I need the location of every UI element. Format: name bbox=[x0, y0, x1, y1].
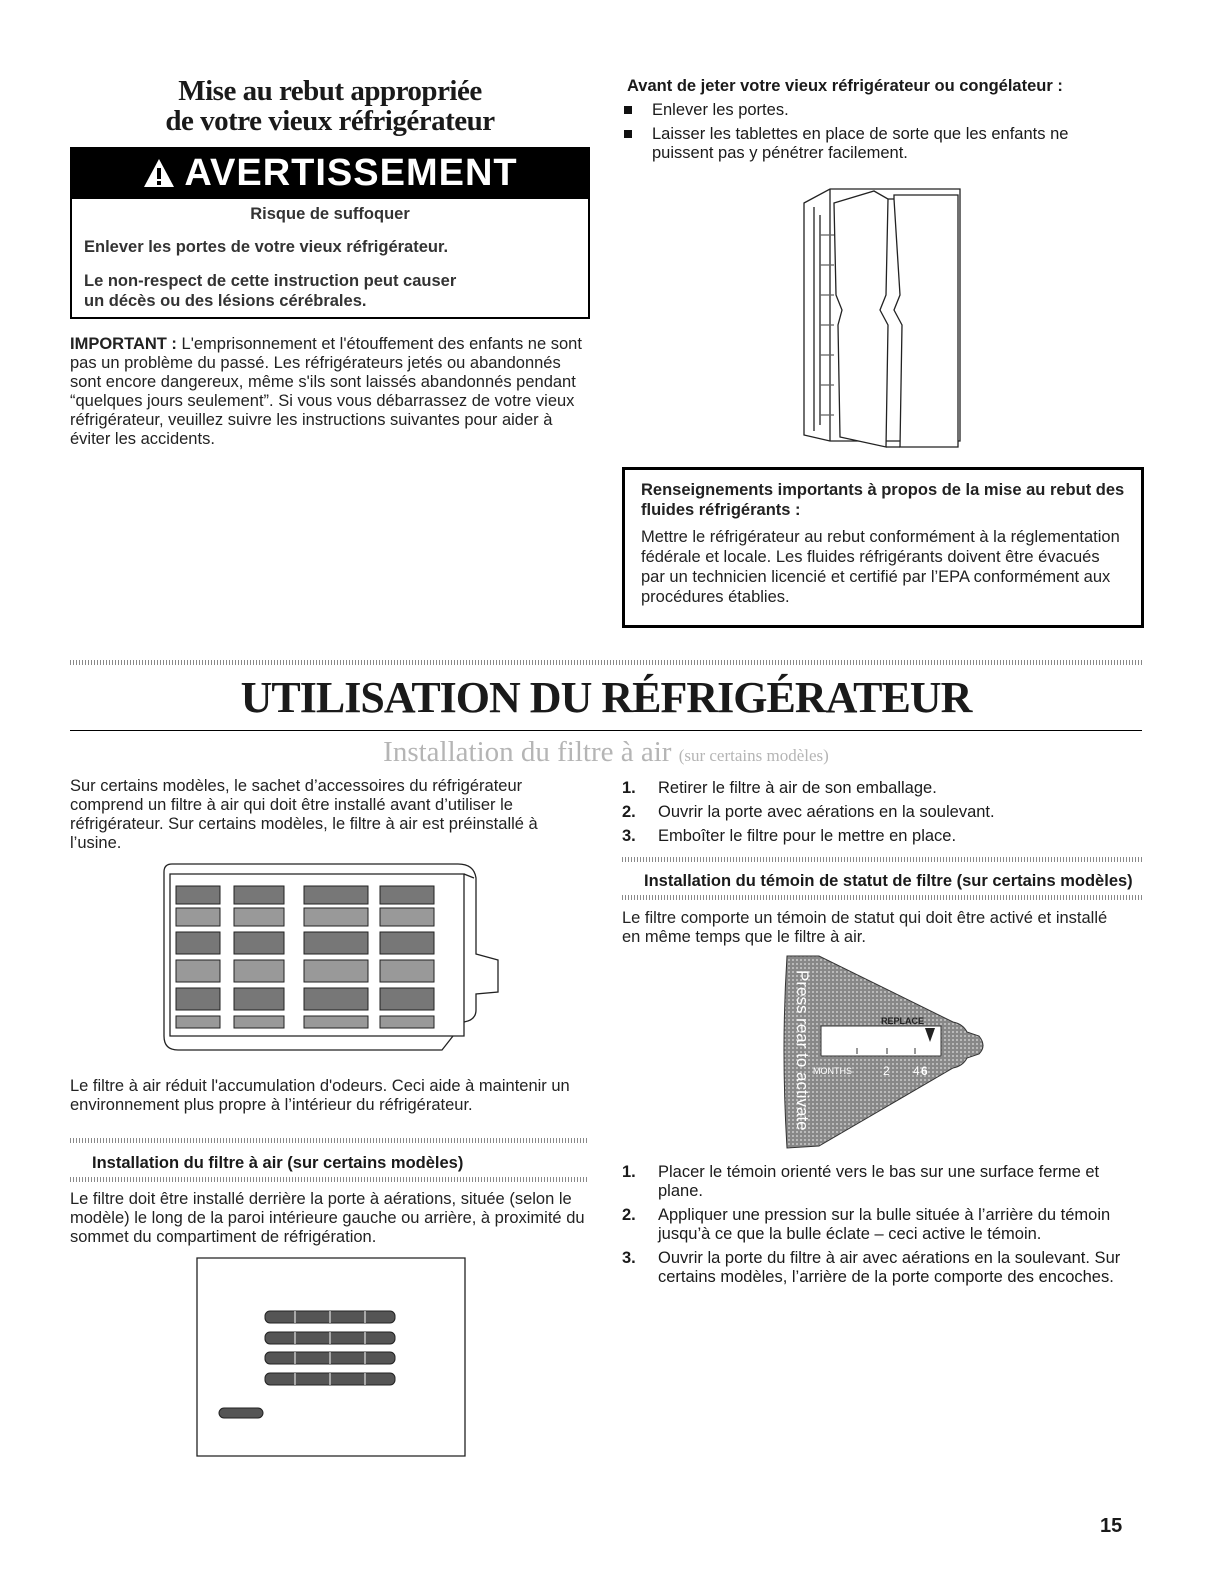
disposal-title-line1: Mise au rebut appropriée bbox=[178, 75, 482, 107]
usage-subtitle-main: Installation du filtre à air bbox=[383, 736, 672, 768]
filter-vent-cell bbox=[380, 886, 434, 904]
filter-vent-cell bbox=[234, 886, 284, 904]
filter-install-heading: Installation du filtre à air (sur certains modèles) bbox=[92, 1154, 464, 1172]
filter-vent-cell bbox=[380, 960, 434, 982]
disposal-title bbox=[70, 76, 590, 136]
press-rear-label: Press rear to activate bbox=[793, 970, 812, 1131]
indicator-heading: Installation du témoin de statut de filtre (sur certains modèles) bbox=[644, 872, 1133, 890]
list-item: 3. Emboîter le filtre pour le mettre en place. bbox=[622, 827, 957, 845]
filter-vent-cell bbox=[304, 932, 368, 954]
warning-banner bbox=[70, 147, 590, 199]
warning-block bbox=[70, 147, 590, 319]
filter-vent-cell bbox=[380, 1016, 434, 1028]
refrigerant-info-box bbox=[622, 467, 1144, 628]
list-item: 3. Ouvrir la porte du filtre à air avec aérations en la soulevant. Sur certains modèles, l’arrière de la porte comporte des encoches. bbox=[622, 1249, 1121, 1286]
filter-vent-cell bbox=[176, 1016, 220, 1028]
filter-vent-cell bbox=[380, 988, 434, 1010]
refrigerant-heading: Renseignements importants à propos de la mise au rebut des fluides réfrigérants : bbox=[641, 481, 1125, 519]
disposal-title-line2: de votre vieux réfrigérateur bbox=[165, 105, 495, 137]
filter-steps bbox=[622, 779, 1142, 851]
indicator-steps bbox=[622, 1163, 1142, 1292]
warning-banner-text: AVERTISSEMENT bbox=[184, 151, 518, 194]
air-filter-illustration bbox=[158, 860, 503, 1060]
divider bbox=[70, 1138, 588, 1143]
filter-vent-cell bbox=[176, 988, 220, 1010]
important-text: L'emprisonnement et l'étouffement des enfants ne sont pas un problème du passé. Les réfrigérateurs jetés ou abandonnés sont encore dangereux, même s'ils sont laissés abandonnés pendant “quelques jours seulement”. Si vous vous débarrassez de votre vieux réfrigérateur, veuillez suivre les instructions suivantes pour aider à éviter les accidents. bbox=[70, 335, 582, 448]
list-item: Laisser les tablettes en place de sorte que les enfants ne puissent pas y pénétrer facilement. bbox=[622, 125, 1112, 163]
warning-hazard: Risque de suffoquer bbox=[250, 205, 410, 223]
filter-caption: Le filtre à air réduit l'accumulation d'odeurs. Ceci aide à maintenir un environnement plus propre à l’intérieur du réfrigérateur. bbox=[70, 1077, 570, 1114]
divider bbox=[622, 857, 1142, 862]
bullet-icon bbox=[624, 130, 632, 138]
filter-vent-cell bbox=[176, 932, 220, 954]
list-item: 2. Appliquer une pression sur la bulle située à l’arrière du témoin jusqu’à ce que la bulle éclate – ceci active le témoin. bbox=[622, 1206, 1111, 1243]
usage-subtitle bbox=[70, 736, 1142, 769]
filter-vent-cell bbox=[234, 960, 284, 982]
warning-instruction: Enlever les portes de votre vieux réfrigérateur. bbox=[84, 238, 449, 256]
usage-title: UTILISATION DU RÉFRIGÉRATEUR bbox=[240, 673, 972, 722]
list-item: 1. Retirer le filtre à air de son emballage. bbox=[622, 779, 937, 797]
before-list bbox=[622, 101, 1112, 168]
bullet-icon bbox=[624, 106, 632, 114]
divider bbox=[70, 1177, 588, 1182]
filter-vent-cell bbox=[304, 886, 368, 904]
filter-vent-cell bbox=[234, 908, 284, 926]
filter-vent-cell bbox=[234, 932, 284, 954]
list-item: 1. Placer le témoin orienté vers le bas sur une surface ferme et plane. bbox=[622, 1163, 1100, 1200]
month-4-label: 4 bbox=[913, 1064, 920, 1078]
filter-status-indicator-illustration bbox=[775, 950, 990, 1155]
usage-subtitle-note: (sur certains modèles) bbox=[678, 746, 829, 765]
section-divider-top bbox=[70, 660, 1142, 665]
filter-vent-cell bbox=[176, 886, 220, 904]
replace-label: REPLACE bbox=[881, 1016, 925, 1026]
filter-vent-cell bbox=[380, 932, 434, 954]
filter-vent-cell bbox=[304, 988, 368, 1010]
filter-vent-cell bbox=[380, 908, 434, 926]
filter-vent-cell bbox=[234, 988, 284, 1010]
divider bbox=[622, 895, 1142, 900]
filter-vent-cell bbox=[234, 1016, 284, 1028]
before-heading: Avant de jeter votre vieux réfrigérateur ou congélateur : bbox=[627, 77, 1063, 95]
important-label: IMPORTANT : bbox=[70, 335, 177, 353]
warning-consequence-line2: un décès ou des lésions cérébrales. bbox=[84, 292, 367, 310]
filter-intro: Sur certains modèles, le sachet d’accessoires du réfrigérateur comprend un filtre à air qui doit être installé avant d’utiliser le réfrigérateur. Sur certains modèles, le filtre à air est préinstallé à l’usine. bbox=[70, 777, 538, 852]
page-number: 15 bbox=[1100, 1515, 1123, 1537]
filter-vent-cell bbox=[304, 960, 368, 982]
warning-consequence-line1: Le non-respect de cette instruction peut causer bbox=[84, 272, 457, 290]
filter-vent-cell bbox=[176, 908, 220, 926]
filter-vent-cell bbox=[304, 1016, 368, 1028]
filter-vent-cell bbox=[176, 960, 220, 982]
warning-consequence bbox=[84, 271, 588, 311]
warning-body bbox=[70, 199, 590, 319]
section-divider-bottom bbox=[70, 730, 1142, 731]
vent-door-illustration bbox=[195, 1256, 470, 1461]
list-item: Enlever les portes. bbox=[622, 101, 1112, 120]
filter-install-text: Le filtre doit être installé derrière la porte à aérations, située (selon le modèle) le long de la paroi intérieure gauche ou arrière, à proximité du sommet du compartiment de réfrigération. bbox=[70, 1190, 585, 1246]
warning-triangle-icon bbox=[142, 157, 176, 189]
list-item: 2. Ouvrir la porte avec aérations en la soulevant. bbox=[622, 803, 995, 821]
month-2-label: 2 bbox=[883, 1064, 890, 1078]
refrigerant-text: Mettre le réfrigérateur au rebut conformément à la réglementation fédérale et locale. Les fluides réfrigérants doivent être évacués par un technicien licencié et certifié par l’EPA conformément aux procédures établies. bbox=[641, 528, 1120, 606]
refrigerator-doors-removed-illustration bbox=[790, 185, 970, 460]
indicator-text: Le filtre comporte un témoin de statut qui doit être activé et installé en même temps que le filtre à air. bbox=[622, 909, 1108, 946]
months-label: MONTHS bbox=[813, 1066, 852, 1076]
important-paragraph bbox=[70, 335, 590, 449]
filter-vent-cell bbox=[304, 908, 368, 926]
month-6-label: 6 bbox=[921, 1064, 928, 1078]
